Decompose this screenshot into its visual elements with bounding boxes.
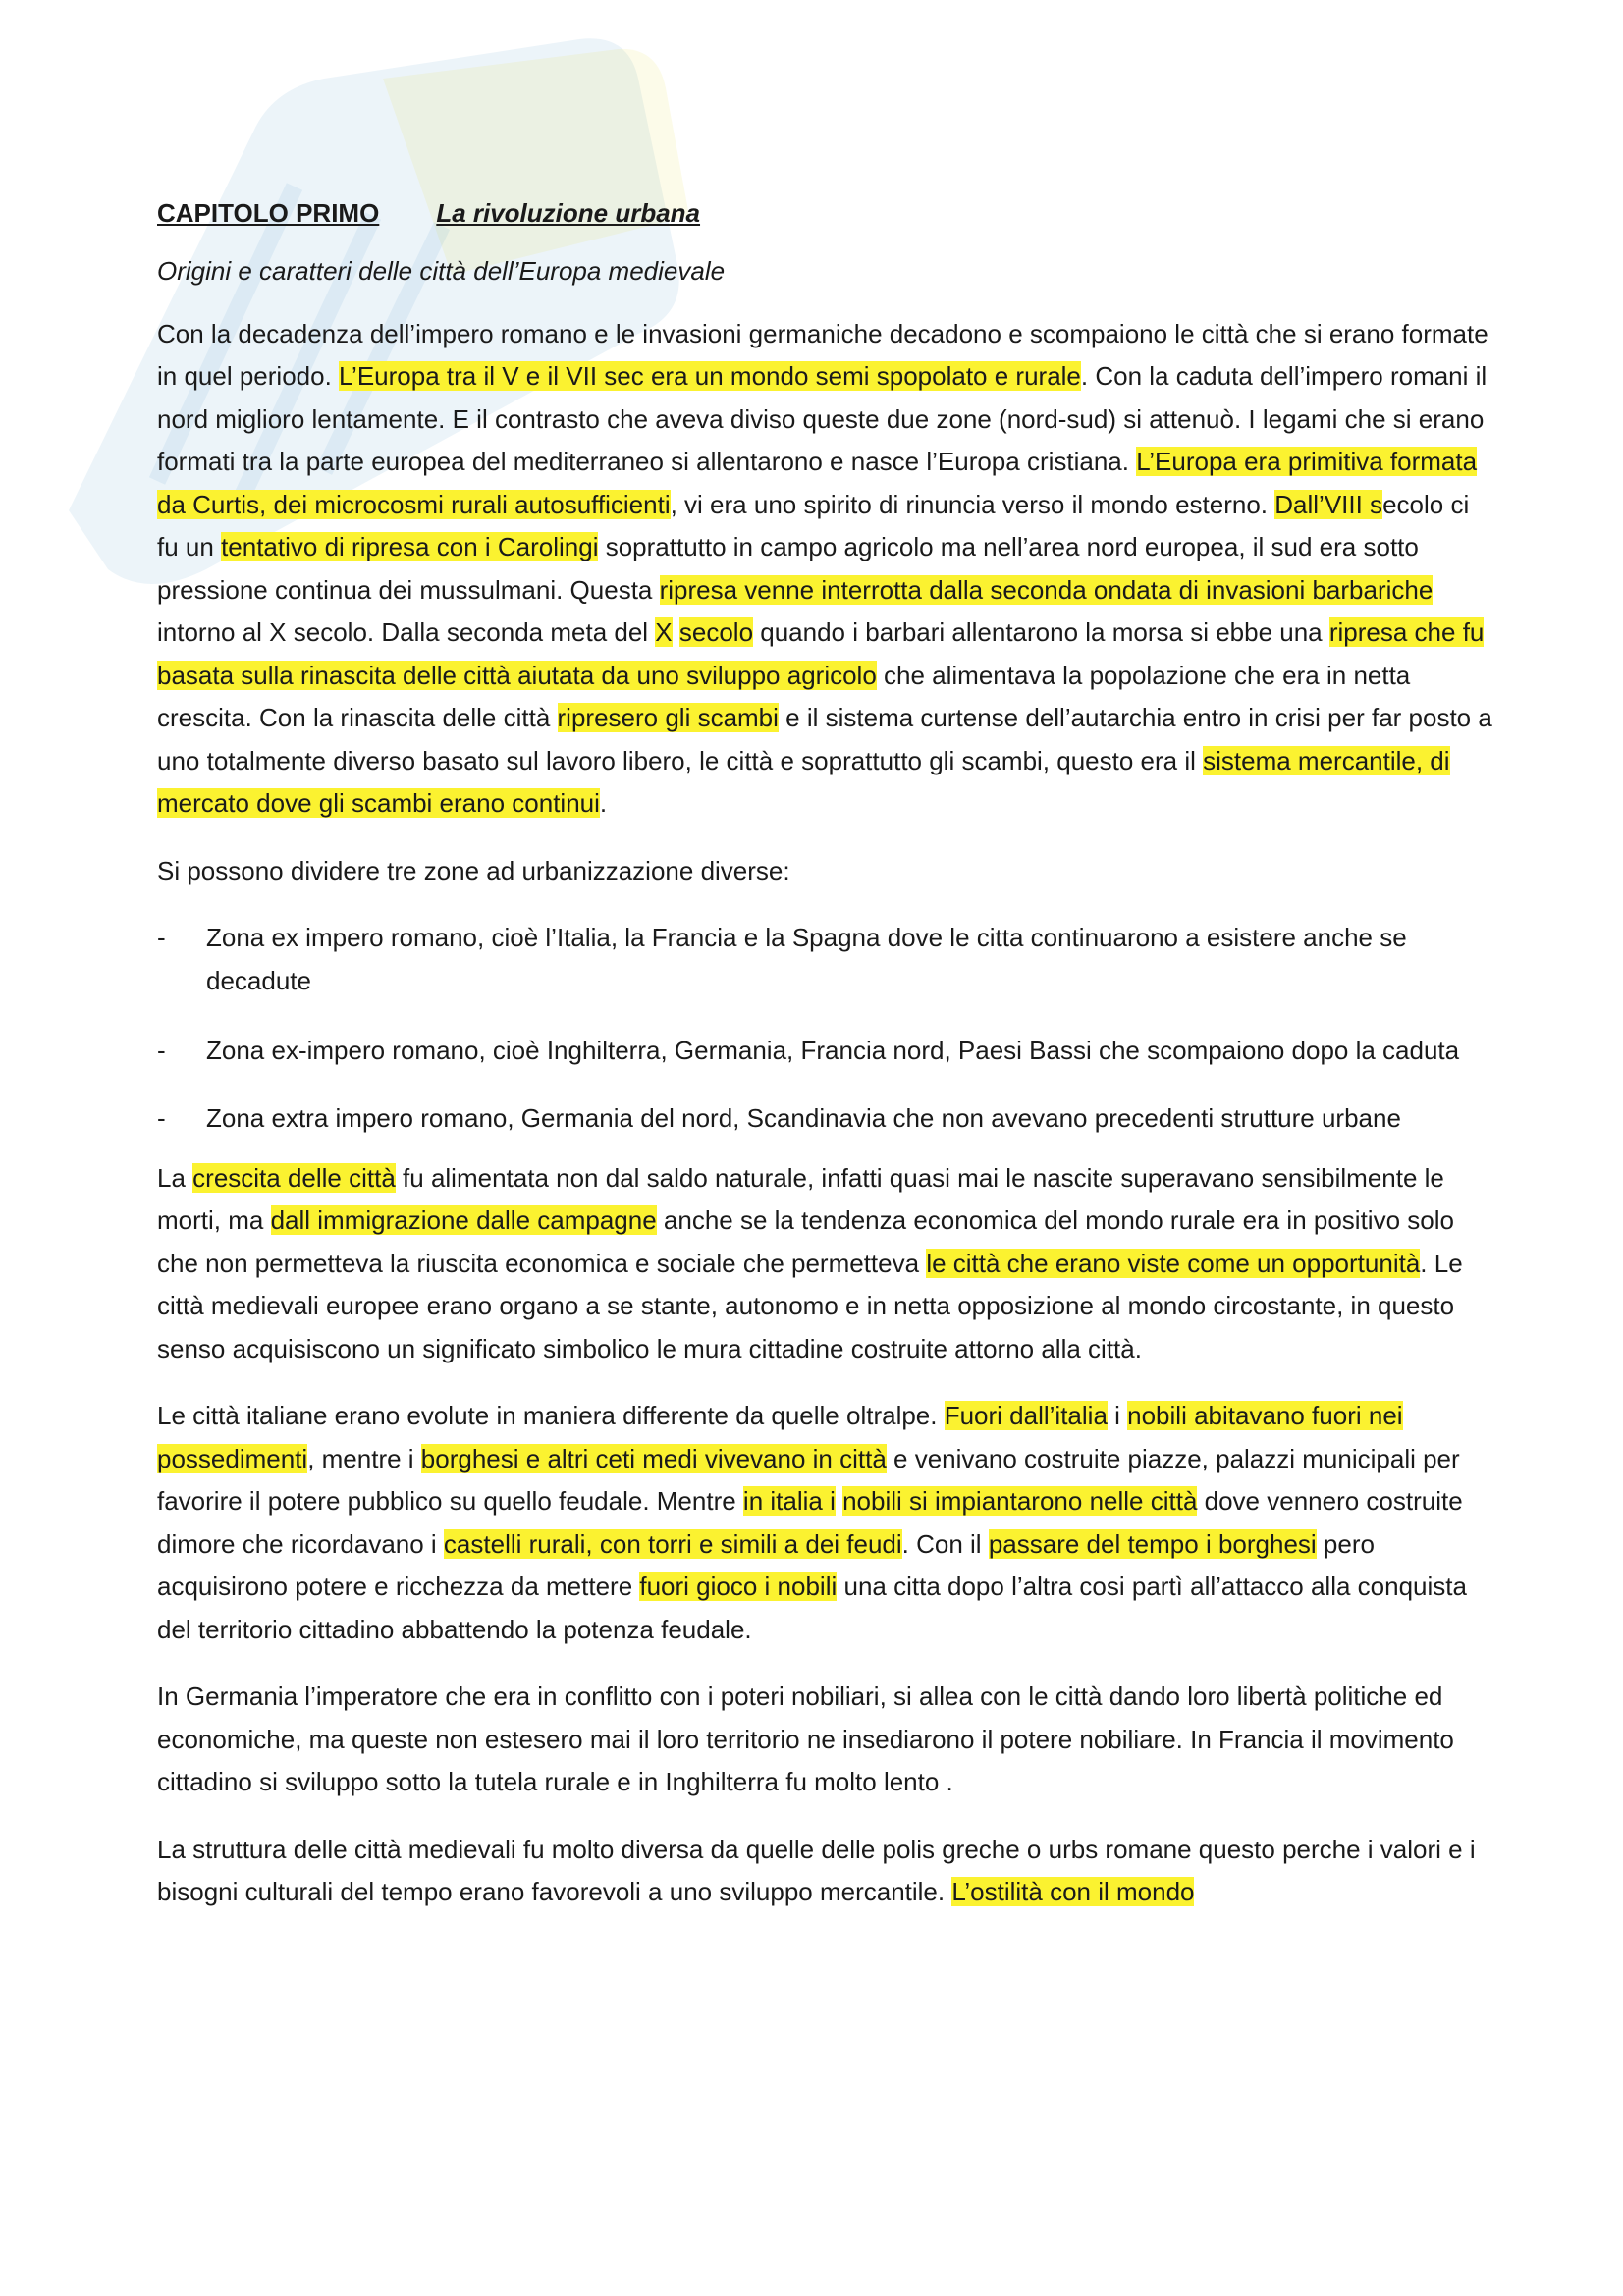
highlight: crescita delle città xyxy=(192,1162,396,1193)
list-item: - Zona extra impero romano, Germania del nord, Scandinavia che non avevano precedenti strutture urbane xyxy=(157,1100,1492,1136)
highlight: dall immigrazione dalle campagne xyxy=(270,1205,657,1235)
highlight: sistema mercantile, di mercato dove gli scambi erano continui xyxy=(157,745,1450,818)
highlight: fuori gioco i nobili xyxy=(639,1572,838,1601)
paragraph-italian-cities: Le città italiane erano evolute in maniera differente da quelle oltralpe. Fuori dall’italia i nobili abitavano fuori nei possedimenti, mentre i borghesi e altri ceti medi vivevano in città e venivano costruite piazze, palazzi municipali per favorire il potere pubblico su quello feudale. Mentre in italia i nobili si impiantarono nelle città dove vennero costruite dimore che ricordavano i castelli rurali, con torri e simili a dei feudi. Con il passare del tempo i borghesi pero acquisirono potere e ricchezza da mettere fuori gioco i nobili una citta dopo l’altra cosi partì all’attacco alla conquista del territorio cittadino abbattendo la potenza feudale. xyxy=(157,1401,1467,1644)
paragraph-intro: Con la decadenza dell’impero romano e le invasioni germaniche decadono e scompaiono le città che si erano formate in quel periodo. L’Europa tra il V e il VII sec era un mondo semi spopolato e rurale. Con la caduta dell’impero romani il nord miglioro lentamente. E il contrasto che aveva diviso queste due zone (nord-sud) si attenuò. I legami che si erano formati tra la parte europea del mediterraneo si allentarono e nasce l’Europa cristiana. L’Europa era primitiva formata da Curtis, dei microcosmi rurali autosufficienti, vi era uno spirito di rinuncia verso il mondo esterno. Dall’VIII secolo ci fu un tentativo di ripresa con i Carolingi soprattutto in campo agricolo ma nell’area nord europea, il sud era sotto pressione continua dei mussulmani. Questa ripresa venne interrotta dalla seconda ondata di invasioni barbariche intorno al X secolo. Dalla seconda meta del X secolo quando i barbari allentarono la morsa si ebbe una ripresa che fu basata sulla rinascita delle città aiutata da uno sviluppo agricolo che alimentava la popolazione che era in netta crescita. Con la rinascita delle città ripresero gli scambi e il sistema curtense dell’autarchia entro in crisi per far posto a uno totalmente diverso basato sul lavoro libero, le città e soprattutto gli scambi, questo era il sistema mercantile, di mercato dove gli scambi erano continui. xyxy=(157,318,1492,818)
highlight: tentativo di ripresa con i Carolingi xyxy=(221,532,599,561)
list-item: - Zona ex impero romano, cioè l’Italia, la Francia e la Spagna dove le citta continuarono a esistere anche se decadute xyxy=(157,917,1492,1002)
highlight: castelli rurali, con torri e simili a dei feudi xyxy=(443,1528,902,1559)
list-dash: - xyxy=(157,1036,166,1065)
highlight: ripresa che fu basata sulla rinascita delle città aiutata da uno sviluppo agricolo xyxy=(157,617,1485,690)
highlight: ripresero gli scambi xyxy=(557,703,779,732)
list-item: - Zona ex-impero romano, cioè Inghilterra, Germania, Francia nord, Paesi Bassi che scompaiono dopo la caduta xyxy=(157,1030,1492,1073)
highlight: borghesi e altri ceti medi vivevano in città xyxy=(420,1443,887,1473)
highlight: nobili si impiantarono nelle città xyxy=(842,1486,1198,1516)
highlight: Fuori dall’italia xyxy=(944,1401,1108,1430)
highlight: in italia i xyxy=(742,1486,836,1516)
paragraph-structure: La struttura delle città medievali fu molto diversa da quelle delle polis greche o urbs romane questo perche i valori e i bisogni culturali del tempo erano favorevoli a uno sviluppo mercantile. L’ostilità con il mondo xyxy=(157,1834,1476,1906)
highlight: nobili abitavano fuori nei possedimenti xyxy=(157,1401,1403,1473)
highlight: le città che erano viste come un opportunità xyxy=(926,1248,1421,1278)
document-page xyxy=(157,192,1492,1939)
highlight: L’Europa tra il V e il VII sec era un mondo semi spopolato e rurale xyxy=(339,361,1081,391)
chapter-label: CAPITOLO PRIMO xyxy=(157,198,380,228)
paragraph-germany-france: In Germania l’imperatore che era in conflitto con i poteri nobiliari, si allea con le città dando loro libertà politiche ed economiche, ma queste non estesero mai il loro territorio ne insediarono il potere nobiliare. In Francia il movimento cittadino si sviluppo sotto la tutela rurale e in Inghilterra fu molto lento . xyxy=(157,1682,1454,1796)
highlight: L’ostilità con il mondo xyxy=(951,1877,1195,1906)
chapter-title xyxy=(157,192,1492,235)
highlight: secolo xyxy=(678,617,754,647)
zones-list xyxy=(157,917,1492,1136)
list-dash: - xyxy=(157,923,166,952)
highlight: ripresa venne interrotta dalla seconda ondata di invasioni barbariche xyxy=(659,574,1434,605)
highlight: L’Europa era primitiva formata da Curtis, dei microcosmi rurali autosufficienti xyxy=(157,447,1478,519)
highlight: Dall’VIII s xyxy=(1274,489,1383,519)
highlight: X xyxy=(655,617,673,647)
paragraph-growth: La crescita delle città fu alimentata non dal saldo naturale, infatti quasi mai le nascite superavano sensibilmente le morti, ma dall immigrazione dalle campagne anche se la tendenza economica del mondo rurale era in positivo solo che non permetteva la riuscita economica e sociale che permetteva le città che erano viste come un opportunità. Le città medievali europee erano organo a se stante, autonomo e in netta opposizione al mondo circostante, in questo senso acquisiscono un significato simbolico le mura cittadine costruite attorno alla città. xyxy=(157,1162,1463,1363)
chapter-subtitle: La rivoluzione urbana xyxy=(436,198,701,228)
section-heading: Origini e caratteri delle città dell’Europa medievale xyxy=(157,256,726,286)
list-dash: - xyxy=(157,1102,166,1133)
highlight: passare del tempo i borghesi xyxy=(988,1528,1317,1559)
paragraph-zones-intro: Si possono dividere tre zone ad urbanizzazione diverse: xyxy=(157,855,790,885)
